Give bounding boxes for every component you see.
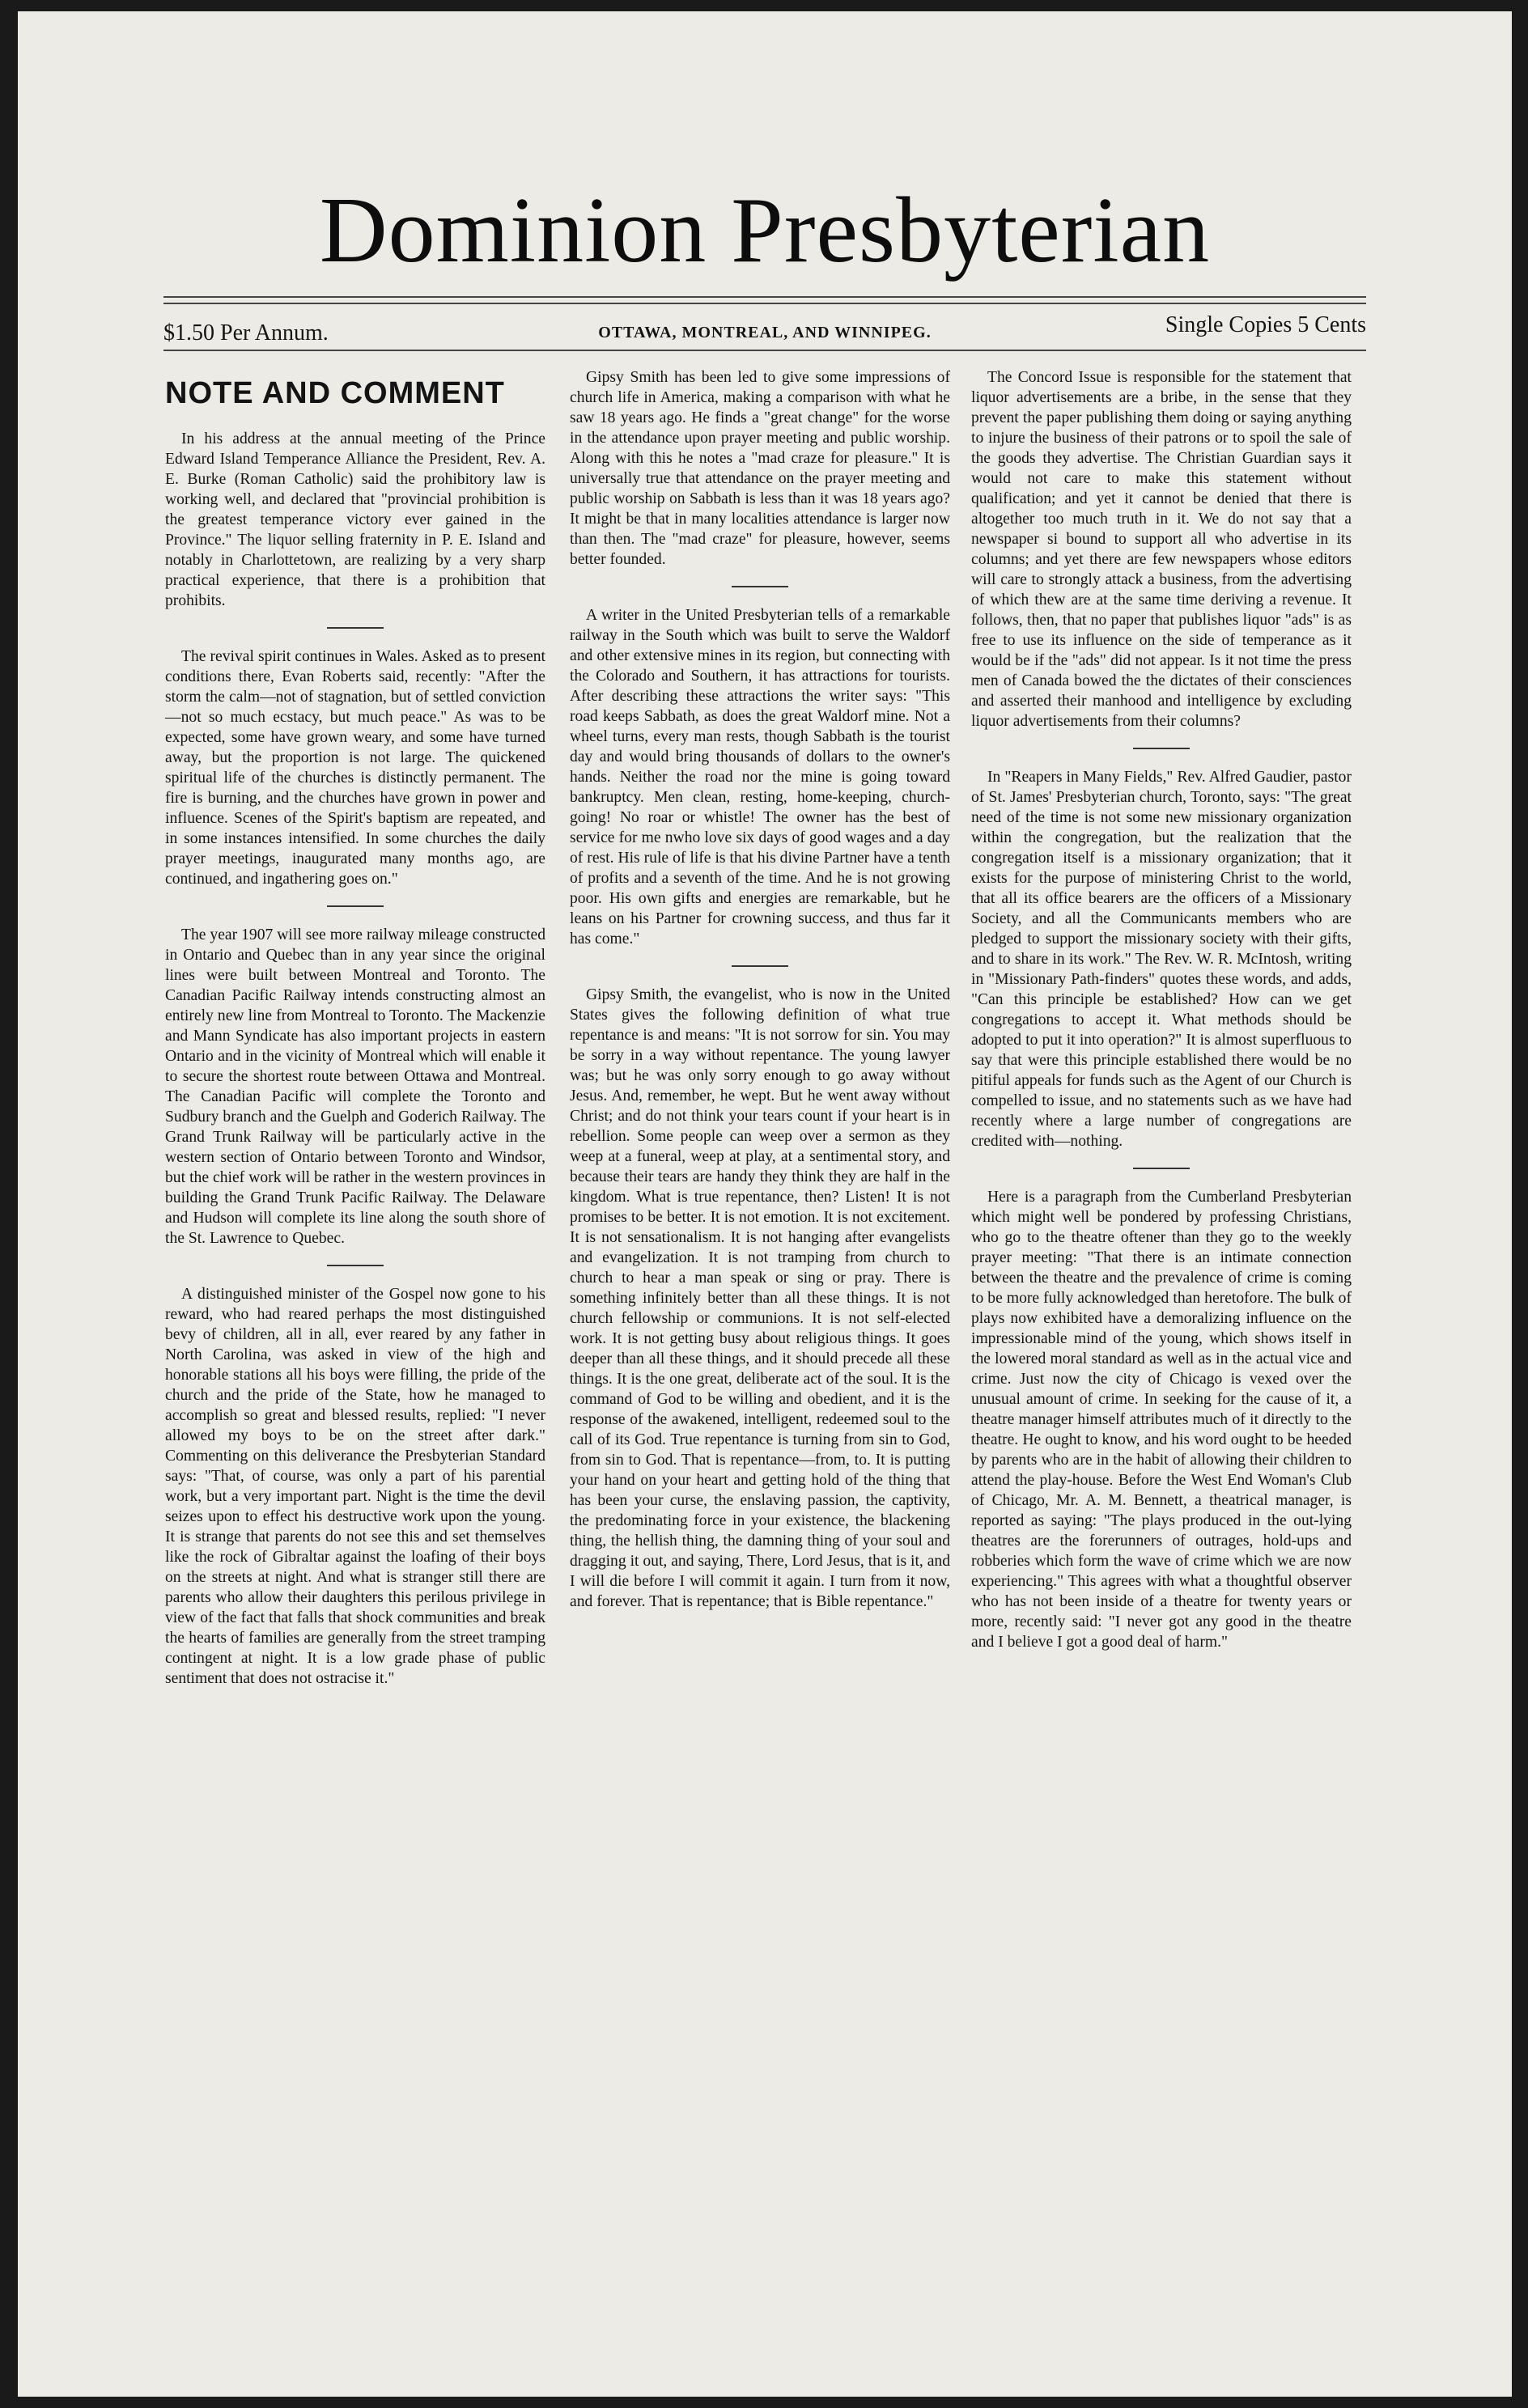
article-divider bbox=[732, 586, 788, 587]
article-divider bbox=[327, 905, 384, 907]
article-divider bbox=[1133, 748, 1190, 749]
article-theatre-crime: Here is a paragraph from the Cumberland Presbyterian which might well be pondered by professing Christians, who go to the theatre oftener than they go to the weekly prayer meeting: "That there is an intimate connection between the theatre and the prevalence of crime is coming to be more fully acknowledged than heretofore. The bulk of plays now exhibited have a demoralizing influence on the impressionable mind of the young, which shows itself in the lowered moral standard as well as in the actual vice and crime. Just now the city of Chicago is vexed over the unusual amount of crime. In seeking for the cause of it, a theatre manager himself attributes much of it directly to the theatre. He ought to know, and his word ought to be heeded by parents who are in the habit of allowing their children to attend the play-house. Before the West End Woman's Club of Chicago, Mr. A. M. Bennett, a theatrical manager, is reported as saying: "The plays produced in the out-lying theatres are the forerunners of outrages, hold-ups and robberies which form the wave of crime which we are now experiencing." This agrees with what a thoughtful observer who has not been inside of a theatre for twenty years or more, recently said: "I never got any good in the theatre and I believe I got a good deal of harm." bbox=[971, 1189, 1352, 1651]
article-divider bbox=[327, 627, 384, 629]
article-pei-temperance: In his address at the annual meeting of the Prince Edward Island Temperance Alliance the President, Rev. A. E. Burke (Roman Catholic) said the prohibitory law is working well, and declared that "provincial prohibition is the greatest temperance victory ever gained in the Province." The liquor selling fraternity in P. E. Island and notably in Charlottetown, are realizing by a very sharp practical experience, that there is a prohibition that prohibits. bbox=[165, 430, 545, 609]
newspaper-page bbox=[18, 11, 1512, 2397]
article-divider bbox=[732, 965, 788, 967]
article-sabbath-railway: A writer in the United Presbyterian tells of a remarkable railway in the South which was built to serve the Waldorf and other extensive mines in its region, but connecting with the Colorado and Southern, it has attractions for tourists. After describing these attractions the writer says: "This road keeps Sabbath, as does the great Waldorf mine. Not a wheel turns, every man rests, though Sabbath is the tourist day and would bring thousands of dollars to the owner's hands. Neither the road nor the mine is going toward bankruptcy. Men clean, resting, home-keeping, church-going! No roar or whistle! The owner has the best of service for me nwho love six days of good wages and a day of rest. His rule of life is that his divine Partner have a tenth of profits and a seventh of the time. And he is not growing poor. His own gifts and energies are remarkable, but he leans on his Partner for crowning success, and thus far it has come." bbox=[570, 607, 950, 948]
article-repentance: Gipsy Smith, the evangelist, who is now in the United States gives the following definition of what true repentance is and means: "It is not sorrow for sin. You may be sorry in a way without repentance. The young lawyer was; but he was only sorry enough to go away without Jesus. And, remember, he wept. But he went away without Christ; and do not think your tears count if your heart is in rebellion. Some people can weep over a sermon as they weep at a funeral, weep at play, at a sentimental story, and because their tears are handy they think they are half in the kingdom. What is true repentance, then? Listen! It is not promises to be better. It is not emotion. It is not excitement. It is not sensationalism. It is not hanging after evangelists and evangelization. It is not tramping from church to church to hear a man speak or sing or pray. There is something infinitely better than all these things. It is not church fellowship or communions. It is not self-elected work. It is not getting busy about religious things. It goes deeper than all these things, and it should precede all these things. It is the one great, deliberate act of the soul. It is the command of God to be willing and obedient, and it is the response of the awakened, intelligent, redeemed soul to the call of its God. True repentance is turning from sin to God, from sin to God. That is repentance—from, to. It is putting your hand on your heart and getting hold of the thing that has been your curse, the enslaving passion, the captivity, the predominating force in your existence, the blackening thing, the hellish thing, the damning thing of your soul and dragging it out, and saying, There, Lord Jesus, that is it, and I will die before I will commit it again. I turn from it now, and forever. That is repentance; that is Bible repentance." bbox=[570, 986, 950, 1610]
masthead-title: Dominion Presbyterian bbox=[319, 179, 1211, 282]
column-3 bbox=[971, 367, 1352, 1652]
single-copy-price: Single Copies 5 Cents bbox=[1165, 312, 1366, 337]
column-1 bbox=[165, 367, 545, 1689]
subscription-price: $1.50 Per Annum. bbox=[163, 320, 329, 346]
article-gipsy-smith-impressions: Gipsy Smith has been led to give some impressions of church life in America, making a comparison with what he saw 18 years ago. He finds a "great change" for the worse in the attendance upon prayer meeting and public worship. Along with this he notes a "mad craze for pleasure." It is universally true that attendance on the prayer meeting and public worship on Sabbath is less than it was 18 years ago? It might be that in many localities attendance is larger now than then. The "mad craze" for pleasure, however, seems better founded. bbox=[570, 369, 950, 568]
masthead-infoline bbox=[163, 312, 1366, 345]
article-divider bbox=[1133, 1168, 1190, 1169]
column-2 bbox=[570, 367, 950, 1612]
masthead-rules bbox=[163, 296, 1366, 309]
article-liquor-ads: The Concord Issue is responsible for the statement that liquor advertisements are a bribe, in the sense that they prevent the paper publishing them doing or saying anything to injure the business of their patrons or to spoil the sale of the goods they advertise. The Christian Guardian says it would not care to make this statement without qualification; and yet it cannot be denied that there is altogether too much truth in it. We do not say that a newspaper si bound to support all who advertise in its columns; and yet there are few newspapers whose editors will care to strongly attack a business, from the advertising of which thew are at the same time deriving a revenue. It follows, then, that no paper that publishes liquor "ads" is as free to use its influence on the side of temperance as it would be if the "ads" did not appear. Is it not time the press men of Canada bowed the the dictates of their consciences and asserted their manhood and intelligence by excluding liquor advertisements from their columns? bbox=[971, 369, 1352, 730]
masthead-bottom-rule bbox=[163, 350, 1366, 351]
article-railway-mileage: The year 1907 will see more railway mileage constructed in Ontario and Quebec than in any year since the original lines were built between Montreal and Toronto. The Canadian Pacific Railway intends constructing almost an entirely new line from Montreal to Toronto. The Mackenzie and Mann Syndicate has also important projects in eastern Ontario and in the vicinity of Montreal which will enable it to secure the shortest route between Ottawa and Montreal. The Canadian Pacific will complete the Toronto and Sudbury branch and the Guelph and Goderich Railway. The Grand Trunk Railway will be particularly active in the western section of Ontario between Toronto and Windsor, but the chief work will be rather in the western provinces in building the Grand Trunk Pacific Railway. The Delaware and Hudson will complete its line along the south shore of the St. Lawrence to Quebec. bbox=[165, 926, 545, 1247]
article-divider bbox=[327, 1265, 384, 1266]
publication-cities: OTTAWA, MONTREAL, AND WINNIPEG. bbox=[598, 324, 932, 341]
article-minister-boys: A distinguished minister of the Gospel now gone to his reward, who had reared perhaps the most distinguished bevy of children, all in all, ever reared by any father in North Carolina, was asked in view of the high and honorable stations all his boys were filling, the pride of the church and the pride of the State, how he managed to accomplish so great and blessed results, replied: "I never allowed my boys to be on the street after dark." Commenting on this deliverance the Presbyterian Standard says: "That, of course, was only a part of his parential work, but a very important part. Night is the time the devil seizes upon to effect his destructive work upon the young. It is strange that parents do not see this and set themselves like the rock of Gibraltar against the loafing of their boys on the streets at night. And what is stranger still there are parents who allow their daughters this perilous privilege in view of the fact that falls that shock communities and break the hearts of families are generally from the street tramping contingent at night. It is a low grade phase of public sentiment that does not ostracise it." bbox=[165, 1286, 545, 1687]
article-wales-revival: The revival spirit continues in Wales. Asked as to present conditions there, Evan Roberts said, recently: "After the storm the calm—not of stagnation, but of settled conviction—not so much ecstacy, but much peace." As was to be expected, some have grown weary, and some have turned away, but the proportion is not large. The quickened spiritual life of the churches is distinctly permanent. The fire is burning, and the churches have grown in power and influence. Scenes of the Spirit's baptism are repeated, and in some instances intensified. In some churches the daily prayer meetings, inaugurated many months ago, are continued, and ingathering goes on." bbox=[165, 648, 545, 888]
section-heading: NOTE AND COMMENT bbox=[165, 376, 505, 410]
article-missionary-organization: In "Reapers in Many Fields," Rev. Alfred Gaudier, pastor of St. James' Presbyterian church, Toronto, says: "The great need of the time is not some new missionary organization within the congregation, but the realization that the congregation itself is a missionary organization; that it exists for the purpose of ministering Christ to the world, that all its office bearers are the officers of a Missionary Society, and all the Communicants members who are pledged to support the missionary society with their gifts, and to share in its work." The Rev. W. R. McIntosh, writing in "Missionary Path-finders" quotes these words, and adds, "Can this principle be established? How can we get congregations to accept it. What methods should be adopted to put it into operation?" It is almost superfluous to say that were this principle established there would be no pitiful appeals for funds such as the Agent of our Church is compelled to issue, and no statements such as we have had recently where a large number of congregations are credited with—nothing. bbox=[971, 769, 1352, 1150]
